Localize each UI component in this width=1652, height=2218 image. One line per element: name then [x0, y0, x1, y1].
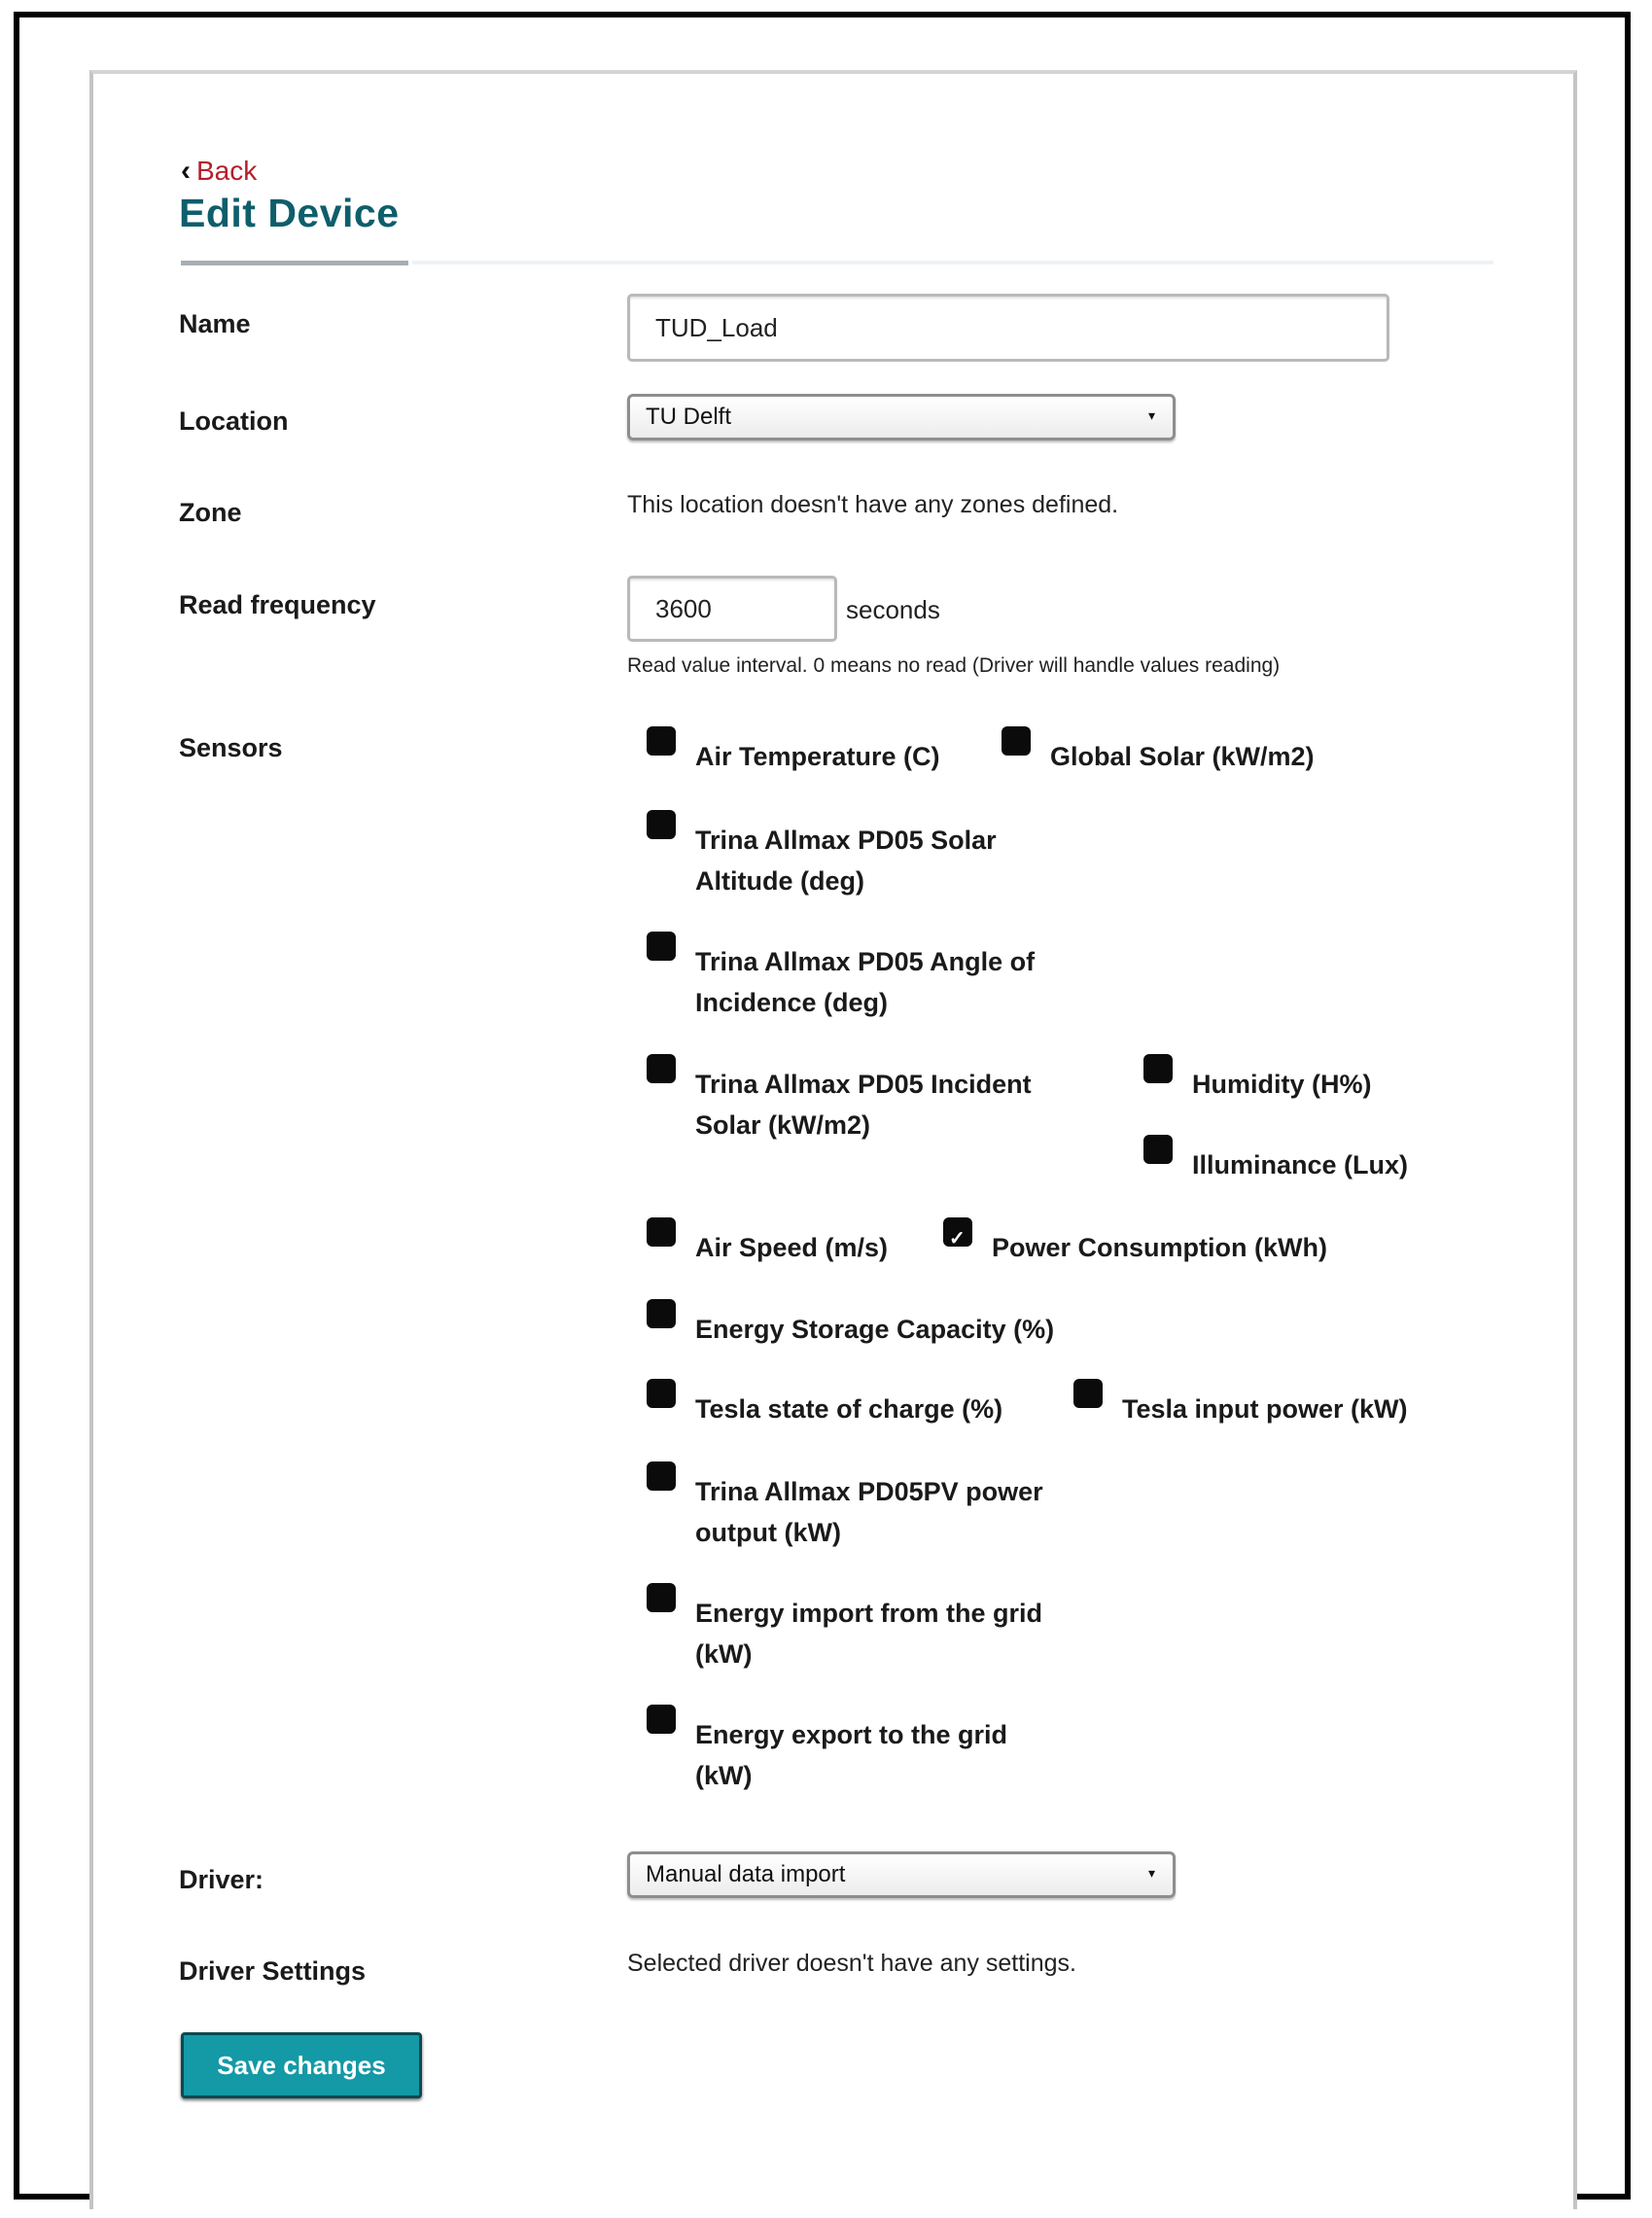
- checkbox-checked[interactable]: [943, 1217, 972, 1250]
- checkbox[interactable]: [647, 1299, 676, 1328]
- sensor-energy-storage-capacity[interactable]: Energy Storage Capacity (%): [647, 1309, 1054, 1350]
- zone-label: Zone: [179, 498, 242, 527]
- zone-message: This location doesn't have any zones defined.: [627, 491, 1119, 518]
- sensor-air-temperature[interactable]: Air Temperature (C): [647, 736, 940, 777]
- title-divider-active: [181, 261, 408, 265]
- driver-select[interactable]: [627, 1851, 1176, 1898]
- driver-settings-message: Selected driver doesn't have any settings.: [627, 1950, 1076, 1977]
- sensor-pv-power-output[interactable]: Trina Allmax PD05PV power output (kW): [647, 1471, 1104, 1553]
- sensor-power-consumption[interactable]: ✓ Power Consumption (kWh): [943, 1227, 1327, 1268]
- title-divider: [412, 261, 1494, 264]
- checkbox[interactable]: [1143, 1054, 1173, 1083]
- sensor-energy-export[interactable]: Energy export to the grid (kW): [647, 1714, 1055, 1796]
- checkbox[interactable]: [647, 932, 676, 961]
- checkbox[interactable]: [647, 726, 676, 756]
- checkbox[interactable]: [647, 1217, 676, 1247]
- checkbox[interactable]: [1143, 1135, 1173, 1164]
- sensor-incident-solar[interactable]: Trina Allmax PD05 Incident Solar (kW/m2): [647, 1064, 1104, 1145]
- name-label: Name: [179, 309, 251, 338]
- page-title: Edit Device: [179, 191, 400, 235]
- checkbox[interactable]: [1073, 1379, 1103, 1408]
- read-frequency-label: Read frequency: [179, 590, 376, 619]
- read-frequency-input[interactable]: [627, 576, 837, 642]
- sensor-solar-altitude[interactable]: Trina Allmax PD05 Solar Altitude (deg): [647, 820, 1074, 901]
- checkbox[interactable]: [647, 1583, 676, 1612]
- driver-settings-label: Driver Settings: [179, 1956, 367, 1986]
- dropdown-arrow-icon: ▾: [1147, 1864, 1155, 1881]
- sensor-humidity[interactable]: Humidity (H%): [1143, 1064, 1372, 1105]
- driver-label: Driver:: [179, 1865, 264, 1894]
- sensor-tesla-input-power[interactable]: Tesla input power (kW): [1073, 1389, 1408, 1429]
- sensor-angle-of-incidence[interactable]: Trina Allmax PD05 Angle of Incidence (deg): [647, 941, 1104, 1023]
- checkbox[interactable]: [647, 1054, 676, 1083]
- checkbox[interactable]: [647, 1705, 676, 1734]
- name-input[interactable]: [627, 294, 1389, 362]
- back-label: Back: [196, 156, 258, 186]
- save-changes-button[interactable]: Save changes: [181, 2032, 422, 2098]
- checkbox[interactable]: [1002, 726, 1031, 756]
- location-select[interactable]: [627, 394, 1176, 440]
- dropdown-arrow-icon: ▾: [1147, 406, 1155, 423]
- read-frequency-units: seconds: [846, 595, 940, 624]
- location-selected-value: TU Delft: [646, 404, 732, 430]
- sensor-tesla-state-of-charge[interactable]: Tesla state of charge (%): [647, 1389, 1002, 1429]
- read-frequency-help: Read value interval. 0 means no read (Driver will handle values reading): [627, 654, 1281, 677]
- location-label: Location: [179, 406, 289, 436]
- check-icon: ✓: [949, 1228, 966, 1250]
- sensor-air-speed[interactable]: Air Speed (m/s): [647, 1227, 888, 1268]
- checkbox[interactable]: [647, 810, 676, 839]
- sensor-global-solar[interactable]: Global Solar (kW/m2): [1002, 736, 1315, 777]
- checkbox[interactable]: [647, 1461, 676, 1491]
- chevron-left-icon: ‹: [181, 155, 191, 187]
- sensor-energy-import[interactable]: Energy import from the grid (kW): [647, 1593, 1094, 1674]
- sensor-illuminance[interactable]: Illuminance (Lux): [1143, 1144, 1408, 1185]
- sensors-label: Sensors: [179, 733, 283, 762]
- back-link[interactable]: [181, 156, 257, 187]
- checkbox[interactable]: [647, 1379, 676, 1408]
- driver-selected-value: Manual data import: [646, 1861, 846, 1887]
